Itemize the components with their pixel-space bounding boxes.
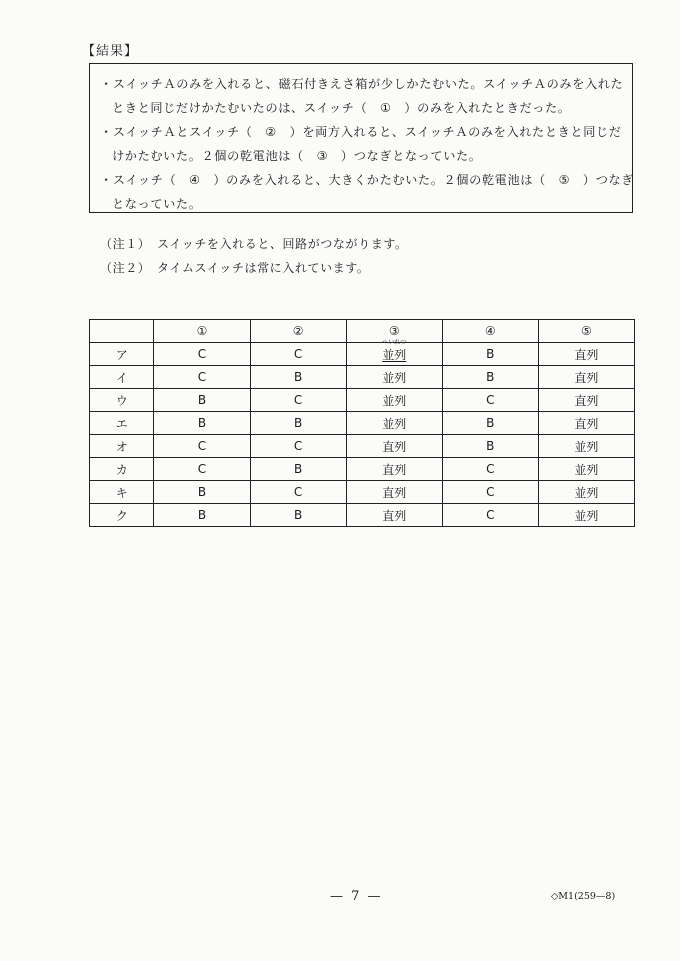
note-1: （注１） スイッチを入れると、回路がつながります。 <box>100 237 408 251</box>
table-cell: B <box>250 458 346 481</box>
table-cell: C <box>442 389 538 412</box>
table-cell: C <box>442 481 538 504</box>
table-cell: C <box>154 343 250 366</box>
result-line: ・スイッチ（ ④ ）のみを入れると、大きくかたむいた。２個の乾電池は（ ⑤ ）つなぎ <box>100 173 635 187</box>
table-row <box>90 366 635 389</box>
table-cell: B <box>154 504 250 527</box>
result-line: ・スイッチＡとスイッチ（ ② ）を両方入れると、スイッチＡのみを入れたときと同じだ <box>100 125 622 139</box>
table-cell: C <box>442 504 538 527</box>
table-header-cell: ① <box>154 320 250 343</box>
table-cell: B <box>250 366 346 389</box>
table-cell: C <box>154 435 250 458</box>
row-label-cell: ク <box>90 504 154 527</box>
row-label-cell: イ <box>90 366 154 389</box>
table-cell: 並列 <box>346 366 442 389</box>
table-cell: B <box>250 412 346 435</box>
table-cell: B <box>442 435 538 458</box>
result-line: けかたむいた。２個の乾電池は（ ③ ）つなぎとなっていた。 <box>112 149 482 163</box>
table-row <box>90 481 635 504</box>
table-cell: 並列 <box>346 389 442 412</box>
table-cell: C <box>154 458 250 481</box>
table-header-cell: ③ <box>346 320 442 343</box>
table-cell: C <box>154 366 250 389</box>
result-line: ときと同じだけかたむいたのは、スイッチ（ ① ）のみを入れたときだった。 <box>112 101 571 115</box>
table-cell: C <box>250 435 346 458</box>
answer-table <box>89 319 635 527</box>
table-cell: C <box>250 481 346 504</box>
table-cell: 並列 <box>538 481 634 504</box>
table-cell: C <box>250 343 346 366</box>
document-code: ◇M1(259—8) <box>551 891 616 902</box>
table-cell: B <box>442 343 538 366</box>
table-cell <box>346 338 442 366</box>
table-cell: 並列 <box>538 435 634 458</box>
row-label-cell: カ <box>90 458 154 481</box>
page-number: — 7 — <box>330 889 383 904</box>
result-line: ・スイッチＡのみを入れると、磁石付きえさ箱が少しかたむいた。スイッチＡのみを入れた <box>100 77 624 91</box>
table-cell: B <box>250 504 346 527</box>
notes <box>100 232 408 280</box>
row-label-cell: ウ <box>90 389 154 412</box>
table-row <box>90 389 635 412</box>
table-header-cell: ④ <box>442 320 538 343</box>
row-label-cell: ア <box>90 343 154 366</box>
table-header-cell: ⑤ <box>538 320 634 343</box>
table-cell: 直列 <box>538 343 634 366</box>
table-row <box>90 458 635 481</box>
table-cell: 直列 <box>346 458 442 481</box>
table-cell: 並列 <box>346 412 442 435</box>
table-cell: 直列 <box>346 504 442 527</box>
table-cell: B <box>154 389 250 412</box>
table-cell: B <box>442 366 538 389</box>
note-2: （注２） タイムスイッチは常に入れています。 <box>100 261 370 275</box>
table-row <box>90 504 635 527</box>
table-cell: B <box>442 412 538 435</box>
table-cell: 並列 <box>538 458 634 481</box>
section-label: 【結果】 <box>82 44 139 59</box>
table-cell: 直列 <box>346 435 442 458</box>
table-row <box>90 343 635 366</box>
table-cell: B <box>154 481 250 504</box>
table-cell: 並列 <box>538 504 634 527</box>
table-cell: C <box>250 389 346 412</box>
ruby-reading: へいれつ <box>382 338 407 346</box>
table-cell: C <box>442 458 538 481</box>
row-label-cell: キ <box>90 481 154 504</box>
table-cell: B <box>154 412 250 435</box>
table-cell: 直列 <box>538 366 634 389</box>
ruby-base: 並列 <box>382 347 407 362</box>
result-box <box>89 63 633 213</box>
table-header-cell: ② <box>250 320 346 343</box>
table-cell: 直列 <box>538 389 634 412</box>
table-row <box>90 435 635 458</box>
table-body <box>90 338 635 527</box>
result-line: となっていた。 <box>112 197 202 211</box>
row-label-cell: オ <box>90 435 154 458</box>
ruby-annotated-text <box>382 338 407 363</box>
table-row <box>90 412 635 435</box>
table-header-row <box>90 320 635 343</box>
table-cell: 直列 <box>346 481 442 504</box>
table-header-cell <box>90 320 154 343</box>
row-label-cell: エ <box>90 412 154 435</box>
table-cell: 直列 <box>538 412 634 435</box>
